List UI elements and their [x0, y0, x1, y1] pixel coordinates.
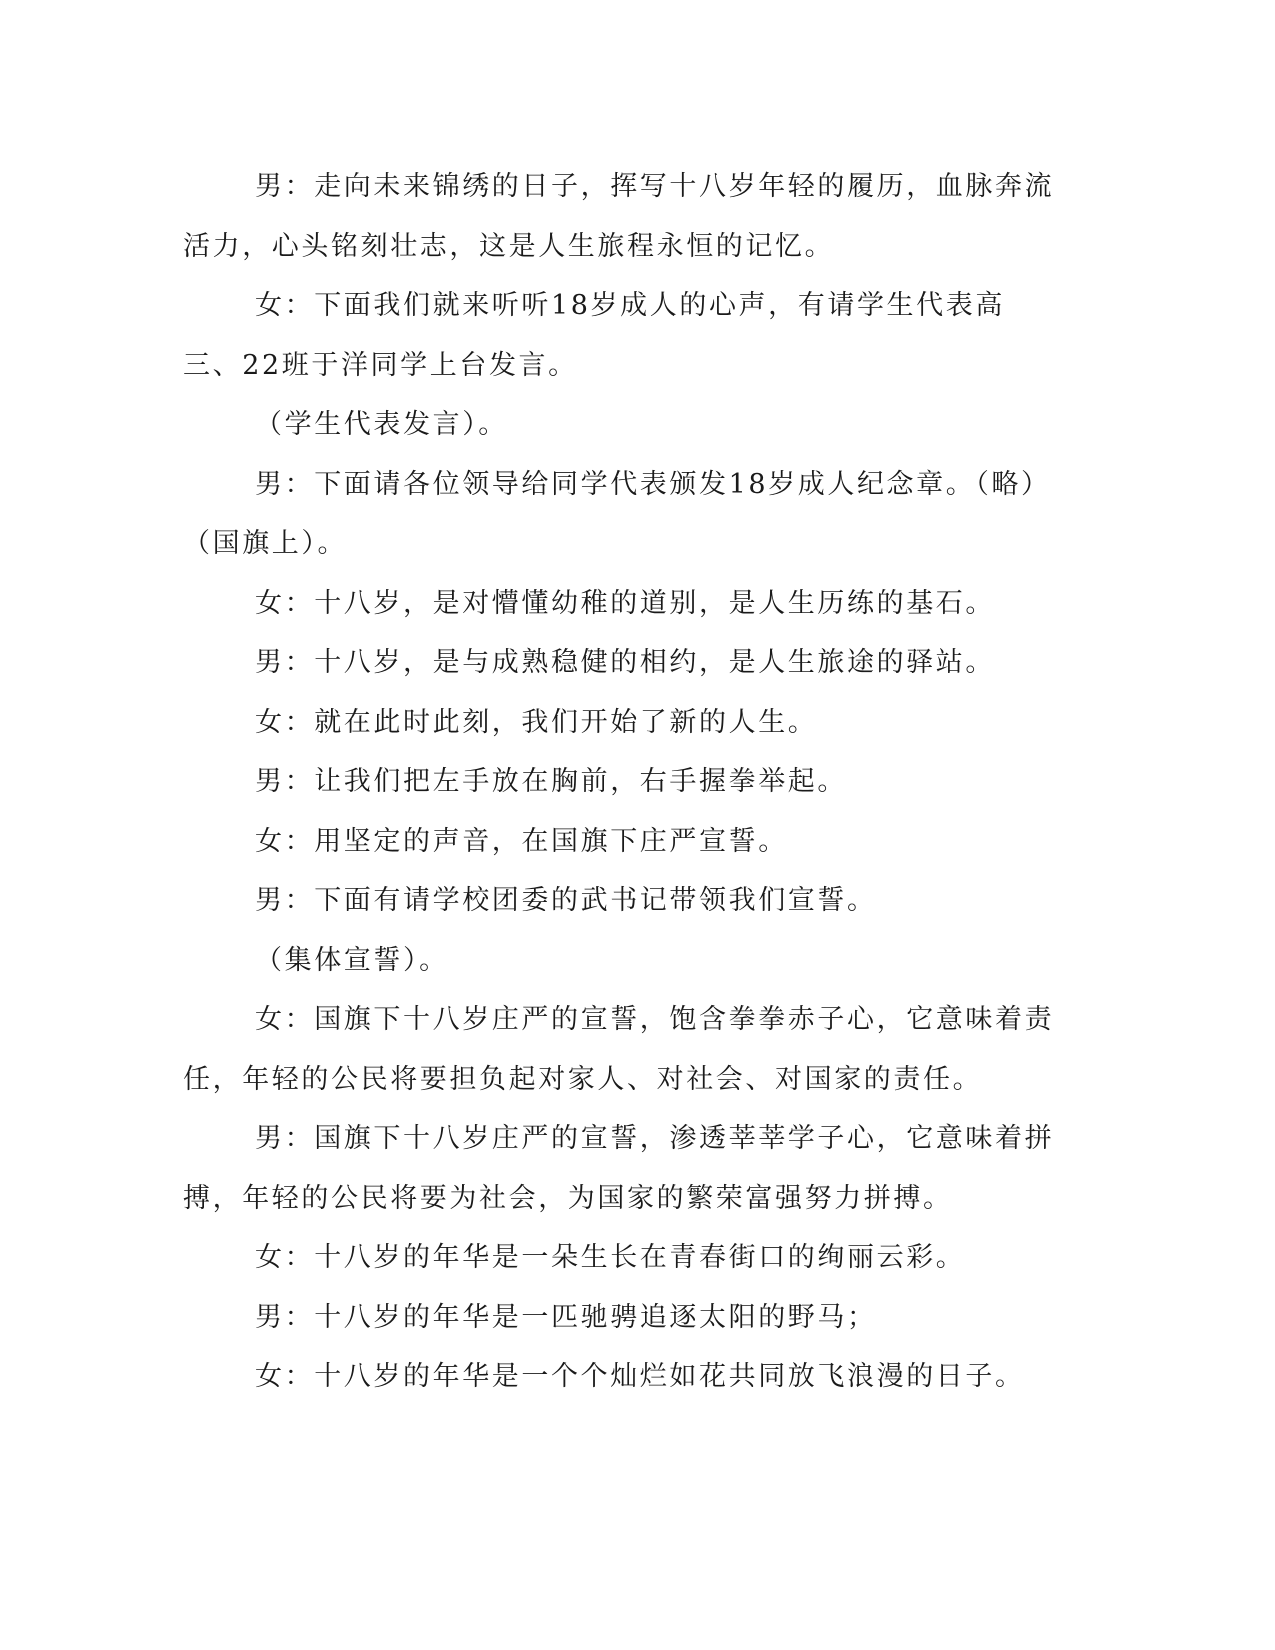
- paragraph-5: 女：十八岁，是对懵懂幼稚的道别，是人生历练的基石。: [255, 587, 995, 619]
- paragraph-9: 女：用坚定的声音，在国旗下庄严宣誓。: [255, 825, 788, 857]
- paragraph-6: 男：十八岁，是与成熟稳健的相约，是人生旅途的驿站。: [255, 647, 995, 678]
- paragraph-15: 男：十八岁的年华是一匹驰骋追逐太阳的野马；: [255, 1301, 877, 1333]
- paragraph-13: 男：国旗下十八岁庄严的宣誓，渗透莘莘学子心，它意味着拼搏，年轻的公民将要为社会，为国家的繁荣富强努力拼搏。: [183, 1123, 1055, 1214]
- paragraph-10: 男：下面有请学校团委的武书记带领我们宣誓。: [255, 885, 877, 916]
- body-text: [183, 157, 1063, 1407]
- paragraph-2: 女：下面我们就来听听18岁成人的心声，有请学生代表高三、22班于洋同学上台发言。: [183, 290, 1005, 381]
- paragraph-16: 女：十八岁的年华是一个个灿烂如花共同放飞浪漫的日子。: [255, 1361, 1025, 1392]
- paragraph-7: 女：就在此时此刻，我们开始了新的人生。: [255, 706, 818, 738]
- paragraph-3: （学生代表发言）。: [255, 409, 508, 440]
- paragraph-11: （集体宣誓）。: [255, 944, 449, 976]
- paragraph-8: 男：让我们把左手放在胸前，右手握拳举起。: [255, 766, 847, 797]
- paragraph-12: 女：国旗下十八岁庄严的宣誓，饱含拳拳赤子心，它意味着责任，年轻的公民将要担负起对家人、对社会、对国家的责任。: [183, 1004, 1055, 1095]
- paragraph-14: 女：十八岁的年华是一朵生长在青春街口的绚丽云彩。: [255, 1242, 966, 1273]
- paragraph-1: 男：走向未来锦绣的日子，挥写十八岁年轻的履历，血脉奔流活力，心头铭刻壮志，这是人生旅程永恒的记忆。: [183, 171, 1055, 262]
- paragraph-4: 男：下面请各位领导给同学代表颁发18岁成人纪念章。（略）（国旗上）。: [183, 468, 1051, 559]
